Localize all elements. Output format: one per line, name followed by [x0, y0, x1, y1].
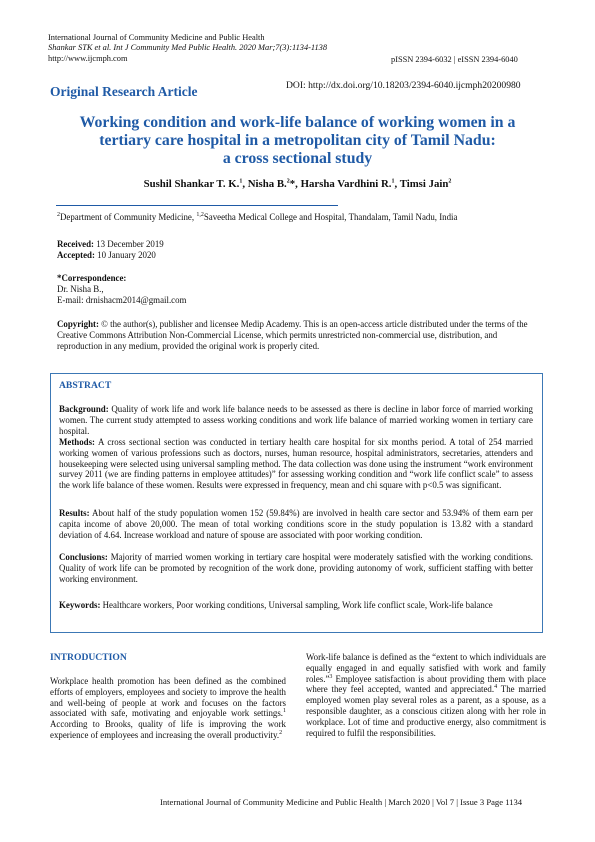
introduction-heading: INTRODUCTION — [50, 652, 127, 663]
received-label: Received: — [57, 239, 94, 249]
intro-p2-text-b: Employee satisfaction is about providing them with place where they feel accepted, wanted and appreciated. — [306, 673, 546, 695]
affil-text-2: Saveetha Medical College and Hospital, Thandalam, Tamil Nadu, India — [203, 212, 458, 222]
title-line-1: Working condition and work-life balance of working women in a — [79, 114, 516, 131]
keywords-text: Healthcare workers, Poor working conditions, Universal sampling, Work life conflict scale, Work-life balance — [100, 600, 493, 610]
conclusions-text: Majority of married women working in tertiary care hospital were moderately satisfied with the working conditions. Quality of work life can be promoted by recognition of the work done, providing autonomy of work, sufficient staffing with better working environment. — [59, 552, 533, 584]
doi-link[interactable]: DOI: http://dx.doi.org/10.18203/2394-6040.ijcmph20200980 — [286, 80, 521, 91]
author-3: Harsha Vardhini R. — [300, 178, 392, 190]
conclusions-label: Conclusions: — [59, 552, 108, 562]
author-3-affil: 1 — [391, 178, 395, 185]
author-sep: , — [394, 178, 400, 190]
author-sep: , — [295, 178, 301, 190]
abstract-heading: ABSTRACT — [59, 380, 112, 391]
article-title — [40, 114, 555, 168]
correspondence-name: Dr. Nisha B., — [57, 284, 104, 294]
citation-ref: 2 — [279, 730, 283, 737]
methods-text: A cross sectional section was conducted in tertiary health care hospital for six months period. A total of 254 married working women of various professions such as doctors, nurses, human resource, hospital administrators, secretaries, attenders and housekeeping were selected using universal sampling method. The data collection was done using the instrument “work environment survey 2011 (we are finding patterns in employee attitudes)” for assessing working condition and “work life conflict scale” to assess the work life balance of these women. Results were expressed in frequency, mean and chi square with p<0.5 was significant. — [59, 437, 533, 491]
author-1-affil: 1 — [239, 178, 243, 185]
background-text: Quality of work life and work life balance needs to be assessed as there is decline in labor force of married working women. The current study attempted to assess working conditions and work life balance of married working women in tertiary care hospital. — [59, 404, 533, 436]
background-label: Background: — [59, 404, 109, 414]
affil-sup-1: 2 — [57, 212, 60, 219]
author-4: Timsi Jain — [399, 178, 449, 190]
author-1: Sushil Shankar T. K. — [143, 178, 240, 190]
accepted-label: Accepted: — [57, 250, 95, 260]
title-line-2: tertiary care hospital in a metropolitan city of Tamil Nadu: — [99, 132, 496, 149]
corresponding-mark: * — [289, 178, 296, 190]
correspondence-email[interactable]: E-mail: drnishacm2014@gmail.com — [57, 295, 187, 305]
abstract-keywords — [59, 600, 533, 611]
results-text: About half of the study population women 152 (59.84%) are involved in health care sector and 53.94% of them earn per capita income of above 20,000. The mean of total working conditions score in the study population is 13.82 with a standard deviation of 4.64. Increase workload and nature of spouse are associated with poor working condition. — [59, 508, 533, 540]
accepted-date — [57, 250, 156, 261]
copyright-notice — [57, 319, 533, 351]
citation-ref: 4 — [494, 684, 498, 691]
intro-p1-text-a: Workplace health promotion has been defined as the combined efforts of employers, employees and society to improve the health and well-being of people at work and focuses on the factors associated with safe, motivating and enjoyable work settings. — [50, 676, 286, 719]
received-value: 13 December 2019 — [93, 239, 164, 249]
authors — [40, 178, 555, 190]
author-2: Nisha B. — [247, 178, 287, 190]
accepted-value: 10 January 2020 — [94, 250, 156, 260]
author-4-affil: 2 — [448, 178, 452, 185]
author-2-affil: 2 — [286, 178, 290, 185]
copyright-label: Copyright: — [57, 319, 99, 329]
copyright-text: © the author(s), publisher and licensee Medip Academy. This is an open-access article distributed under the terms of the Creative Commons Attribution Non-Commercial License, which permits unrestricted non-commercial use, distribution, and reproduction in any medium, provided the original work is properly cited. — [57, 319, 528, 351]
affil-sup-2: 1,2 — [196, 212, 204, 219]
intro-paragraph-2 — [306, 652, 546, 738]
intro-paragraph-1 — [50, 676, 286, 741]
intro-p2-text-a: Work-life balance is defined as the “extent to which individuals are equally engaged in and equally satisfied with work and family roles.” — [306, 652, 546, 684]
results-label: Results: — [59, 508, 90, 518]
author-sep: , — [242, 178, 248, 190]
abstract-background — [59, 404, 533, 436]
affiliation — [57, 212, 457, 223]
methods-label: Methods: — [59, 437, 95, 447]
separator-rule — [56, 205, 338, 206]
affil-text-1: Department of Community Medicine, — [60, 212, 197, 222]
citation-ref: 1 — [283, 708, 286, 715]
citation-ref: 3 — [329, 673, 333, 680]
page-footer: International Journal of Community Medicine and Public Health | March 2020 | Vol 7 | Issue 3 Page 1134 — [160, 797, 523, 807]
issn: pISSN 2394-6032 | eISSN 2394-6040 — [391, 55, 518, 64]
citation: Shankar STK et al. Int J Community Med Public Health. 2020 Mar;7(3):1134-1138 — [48, 43, 328, 52]
abstract-conclusions — [59, 552, 533, 584]
title-line-3: a cross sectional study — [222, 150, 373, 167]
intro-p2-text-c: The married employed women play several roles as a parent, as a spouse, as a responsible daughter, as a conscious citizen along with her role in workplace. Lot of time and productive energy, also commitment is required to fulfil the responsibilities. — [306, 684, 546, 738]
abstract-results — [59, 508, 533, 540]
received-date — [57, 239, 164, 250]
keywords-label: Keywords: — [59, 600, 101, 610]
intro-p1-text-b: According to Brooks, quality of life is improving the work experience of employees and increasing the overall productivity. — [50, 719, 286, 740]
journal-name: International Journal of Community Medicine and Public Health — [48, 33, 265, 42]
correspondence-label: *Correspondence: — [57, 273, 127, 283]
article-type: Original Research Article — [50, 84, 198, 99]
journal-url[interactable]: http://www.ijcmph.com — [48, 54, 128, 63]
abstract-methods — [59, 437, 533, 491]
